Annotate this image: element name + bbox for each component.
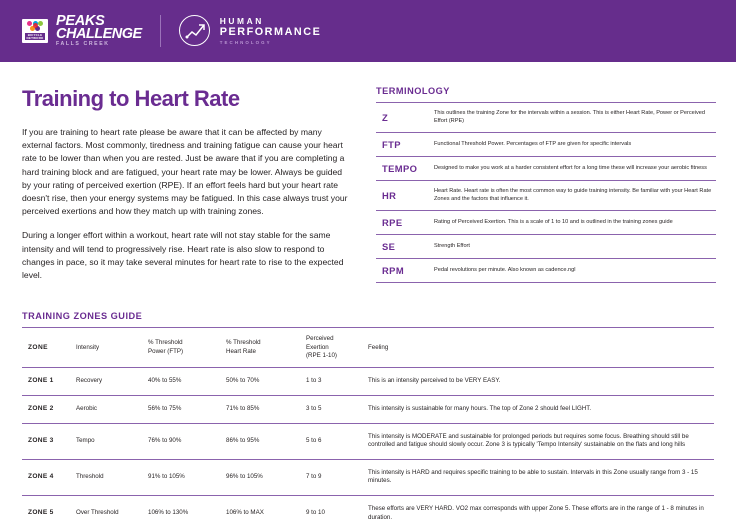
column-header-rpe-l1: Perceived	[306, 335, 334, 343]
column-header-hr-l2: Heart Rate	[226, 347, 256, 355]
zone-power: 56% to 75%	[148, 405, 182, 413]
hpt-wordmark	[220, 17, 322, 45]
zone-feeling: This is an intensity perceived to be VERY EASY.	[368, 377, 501, 385]
top-two-column-layout	[22, 86, 714, 293]
column-header-hr-l1: % Threshold	[226, 339, 261, 347]
intro-paragraph-2: During a longer effort within a workout, heart rate will not stay stable for the same intensity and will tend to progressively rise. Heart rate is also slow to respond to changes in pace, so it may take several minutes for heart rate to rise to the expected level.	[22, 230, 344, 281]
terminology-table	[376, 102, 716, 283]
hpt-wordmark-line3: TECHNOLOGY	[219, 39, 272, 45]
zone-rpe: 9 to 10	[306, 509, 325, 517]
column-header-heart-rate	[226, 328, 306, 368]
peaks-wordmark-line1: PEAKS	[56, 13, 105, 30]
zone-feeling: This intensity is sustainable for many hours. The top of Zone 2 should feel LIGHT.	[368, 405, 592, 413]
logo-divider	[160, 15, 161, 47]
zone-intensity: Threshold	[76, 473, 104, 481]
zone-intensity: Recovery	[76, 377, 103, 385]
logo-lockup	[22, 14, 321, 47]
intro-paragraph-1: If you are training to heart rate please be aware that it can be affected by many external factors. Most commonly, tiredness and training fatigue can cause your heart rate to be lower than when you are rested. Just be aware that if you are completing a hard training block and are fatigued, your heart rate may be lower. Always be guided by your rating of perceived exertion (RPE). If an effort feels hard but your heart rate doesn't rise, then your energy systems may be fatigued. In this case always trust your perceived exertions and how they match up with training zones.	[22, 127, 348, 217]
terminology-definition: Functional Threshold Power. Percentages of FTP are given for specific intervals	[434, 141, 632, 148]
zone-power: 106% to 130%	[148, 509, 189, 517]
table-row	[376, 258, 716, 282]
table-row	[376, 210, 716, 234]
table-row	[22, 459, 714, 495]
zone-label: ZONE 3	[28, 436, 54, 444]
zone-feeling: These efforts are VERY HARD. VO2 max corresponds with upper Zone 5. These efforts are in the range of 1 - 8 minutes in duration.	[368, 505, 704, 520]
terminology-column	[376, 86, 716, 283]
zone-label: ZONE 4	[28, 473, 54, 481]
terminology-definition: Heart Rate. Heart rate is often the most common way to guide training intensity. Be familiar with your Heart Rate Zones and the factors that influence it.	[434, 187, 712, 203]
column-header-rpe	[306, 328, 368, 368]
terminology-definition: Designed to make you work at a harder consistent effort for a long time these will increase your aerobic fitness	[434, 165, 707, 172]
zone-feeling: This intensity is HARD and requires specific training to be able to sustain. Intervals in this Zone usually range from 3 - 15 minutes.	[368, 468, 698, 485]
zone-heart-rate: 71% to 85%	[226, 405, 260, 413]
terminology-key: RPM	[382, 264, 405, 276]
terminology-key: HR	[382, 189, 397, 201]
human-performance-technology-logo	[179, 15, 322, 46]
peaks-challenge-logo	[22, 14, 142, 47]
zone-heart-rate: 50% to 70%	[226, 377, 260, 385]
bicycle-network-badge-icon	[22, 19, 48, 43]
training-zones-table-head	[22, 328, 714, 368]
training-zones-heading: TRAINING ZONES GUIDE	[22, 311, 143, 322]
page-title: Training to Heart Rate	[22, 86, 240, 111]
chart-arrow-circle-icon	[179, 15, 210, 46]
zone-heart-rate: 96% to 105%	[226, 473, 263, 481]
hpt-wordmark-line2: PERFORMANCE	[219, 26, 322, 39]
badge-dots-icon	[26, 21, 44, 32]
column-header-power-l2: Power (FTP)	[148, 347, 184, 355]
zone-feeling: This intensity is MODERATE and sustainable for prolonged periods but requires some focus. Breathing should still be controlled and fatigue should slowly occur. Zone 3 is typically 'Tempo Intensity' sustainable on the flats and long hills	[368, 432, 689, 449]
zone-intensity: Aerobic	[76, 405, 97, 413]
column-header-power-l1: % Threshold	[148, 339, 183, 347]
zone-rpe: 5 to 6	[306, 436, 322, 444]
table-row	[22, 396, 714, 424]
table-row	[376, 180, 716, 210]
terminology-table-body	[376, 103, 716, 283]
terminology-definition: This outlines the training Zone for the intervals within a session. This is either Heart Rate, Power or Perceived Effort (RPE)	[434, 110, 706, 125]
terminology-definition: Pedal revolutions per minute. Also known as cadence.ngl	[434, 266, 576, 273]
zone-rpe: 7 to 9	[306, 473, 322, 481]
terminology-definition: Strength Effort	[434, 242, 470, 249]
brand-header	[0, 0, 736, 62]
zone-label: ZONE 2	[28, 405, 54, 413]
column-header-feeling: Feeling	[368, 343, 389, 351]
zone-heart-rate: 106% to MAX	[226, 509, 264, 517]
table-header-row	[22, 328, 714, 368]
zone-label: ZONE 1	[28, 377, 54, 385]
peaks-wordmark	[56, 14, 142, 47]
table-row	[22, 368, 714, 396]
zone-intensity: Tempo	[76, 436, 95, 444]
terminology-key: SE	[382, 240, 396, 252]
table-row	[22, 423, 714, 459]
terminology-key: Z	[382, 111, 389, 123]
peaks-wordmark-line3: FALLS CREEK	[56, 41, 110, 48]
zone-power: 76% to 90%	[148, 436, 182, 444]
column-header-zone: ZONE	[28, 343, 48, 351]
training-zones-table	[22, 327, 714, 520]
zone-rpe: 3 to 5	[306, 405, 322, 413]
table-row	[22, 496, 714, 520]
intro-column	[22, 86, 362, 293]
terminology-key: FTP	[382, 138, 401, 150]
content-area	[0, 62, 736, 293]
zone-power: 91% to 105%	[148, 473, 185, 481]
table-row	[376, 156, 716, 180]
zone-rpe: 1 to 3	[306, 377, 322, 385]
terminology-heading: TERMINOLOGY	[376, 86, 450, 96]
table-row	[376, 103, 716, 133]
column-header-rpe-l3: (RPE 1-10)	[306, 352, 337, 360]
zone-intensity: Over Threshold	[76, 509, 119, 517]
table-row	[376, 132, 716, 156]
training-zones-section	[0, 293, 736, 520]
terminology-key: TEMPO	[382, 162, 418, 174]
training-zones-table-body	[22, 368, 714, 520]
terminology-key: RPE	[382, 216, 403, 228]
badge-strip-label: BICYCLE NETWORK	[26, 32, 44, 41]
column-header-intensity: Intensity	[76, 343, 100, 351]
peaks-wordmark-line2: CHALLENGE	[56, 25, 142, 42]
hpt-wordmark-line1: HUMAN	[219, 15, 264, 26]
terminology-definition: Rating of Perceived Exertion. This is a scale of 1 to 10 and is outlined in the training zones guide	[434, 218, 673, 225]
zone-power: 40% to 55%	[148, 377, 182, 385]
column-header-rpe-l2: Exertion	[306, 343, 329, 351]
column-header-power	[148, 328, 226, 368]
zone-heart-rate: 86% to 95%	[226, 436, 260, 444]
zone-label: ZONE 5	[28, 509, 54, 517]
table-row	[376, 234, 716, 258]
